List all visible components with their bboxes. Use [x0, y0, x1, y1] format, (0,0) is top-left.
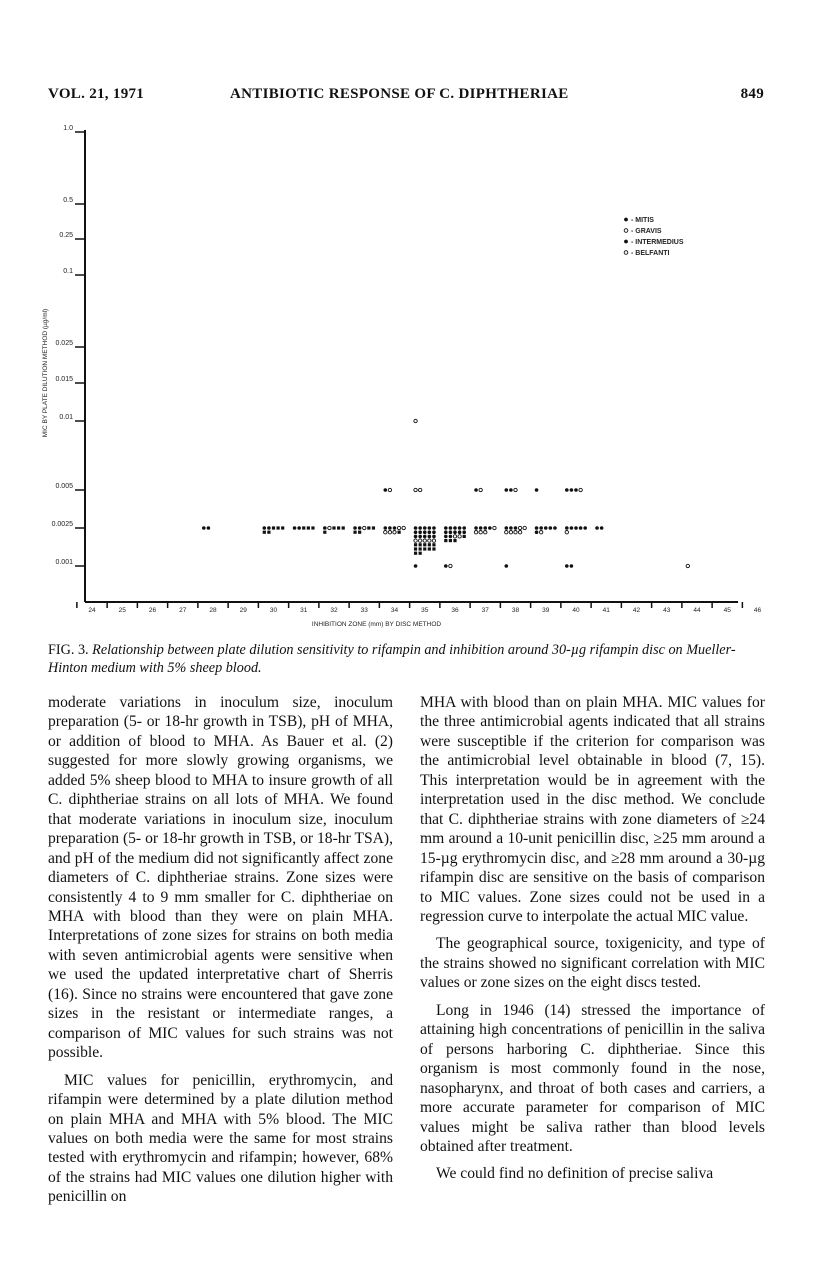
- data-point-mitis: [509, 488, 513, 492]
- data-point-gravis: [414, 488, 417, 491]
- y-tick-label: 0.01: [59, 414, 73, 421]
- x-tick-label: 32: [330, 607, 338, 614]
- running-title: ANTIBIOTIC RESPONSE OF C. DIPHTHERIAE: [230, 86, 569, 102]
- data-point-mitis: [432, 526, 436, 530]
- data-point-intermedius: [398, 531, 401, 534]
- data-point-mitis: [600, 526, 604, 530]
- data-point-mitis: [388, 526, 392, 530]
- data-point-mitis: [474, 526, 478, 530]
- data-point-mitis: [444, 530, 448, 534]
- data-point-mitis: [595, 526, 599, 530]
- data-point-gravis: [474, 531, 477, 534]
- data-point-intermedius: [358, 531, 361, 534]
- data-point-intermedius: [307, 526, 310, 529]
- data-point-mitis: [583, 526, 587, 530]
- data-point-mitis: [428, 535, 432, 539]
- data-point-mitis: [483, 526, 487, 530]
- data-point-gravis: [518, 531, 521, 534]
- x-tick-label: 40: [572, 607, 580, 614]
- data-point-gravis: [388, 488, 391, 491]
- data-point-mitis: [444, 526, 448, 530]
- legend-marker: [624, 218, 628, 222]
- data-point-mitis: [505, 526, 509, 530]
- figure-caption-text: Relationship between plate dilution sensitivity to rifampin and inhibition around 30-µg rifampin disc on Mueller-Hinton medium with 5% sheep blood.: [48, 642, 736, 676]
- y-tick-label: 0.015: [55, 376, 73, 383]
- x-tick-label: 38: [511, 607, 520, 614]
- data-point-gravis: [458, 535, 461, 538]
- data-point-mitis: [553, 526, 557, 530]
- data-point-mitis: [323, 526, 327, 530]
- data-point-gravis: [523, 526, 526, 529]
- data-point-gravis: [432, 539, 435, 542]
- data-point-gravis: [493, 526, 496, 529]
- data-point-mitis: [202, 526, 206, 530]
- data-point-mitis: [393, 526, 397, 530]
- y-tick-label: 0.025: [55, 340, 73, 347]
- data-point-mitis: [579, 526, 583, 530]
- data-point-gravis: [388, 531, 391, 534]
- body-paragraph: We could find no definition of precise saliva: [436, 1165, 714, 1183]
- legend-label: - MITIS: [631, 217, 654, 224]
- data-point-gravis: [539, 531, 542, 534]
- data-point-gravis: [514, 488, 517, 491]
- y-tick-label: 0.005: [55, 483, 73, 490]
- data-point-mitis: [509, 526, 513, 530]
- data-point-intermedius: [372, 526, 375, 529]
- x-tick-label: 41: [602, 607, 610, 614]
- data-point-gravis: [686, 564, 689, 567]
- data-point-mitis: [505, 488, 509, 492]
- data-point-mitis: [267, 526, 271, 530]
- data-point-gravis: [509, 531, 512, 534]
- data-point-intermedius: [332, 526, 335, 529]
- data-point-mitis: [414, 564, 418, 568]
- data-point-mitis: [449, 526, 453, 530]
- data-point-gravis: [479, 531, 482, 534]
- data-point-mitis: [418, 535, 422, 539]
- data-point-mitis: [479, 526, 483, 530]
- data-point-mitis: [570, 564, 574, 568]
- x-tick-label: 37: [481, 607, 489, 614]
- data-point-mitis: [358, 526, 362, 530]
- y-axis-label: MIC BY PLATE DILUTION METHOD (µg/ml): [42, 308, 49, 438]
- x-tick-label: 29: [239, 607, 247, 614]
- data-point-gravis: [505, 531, 508, 534]
- data-point-mitis: [565, 488, 569, 492]
- data-point-mitis: [565, 526, 569, 530]
- data-point-mitis: [428, 530, 432, 534]
- body-paragraph: The geographical source, toxigenicity, and type of the strains showed no significant correlation with MIC values or zone sizes on the eight discs tested.: [420, 935, 765, 992]
- data-point-mitis: [418, 526, 422, 530]
- x-tick-label: 27: [179, 607, 187, 614]
- x-tick-label: 42: [632, 607, 641, 614]
- data-point-intermedius: [337, 526, 340, 529]
- data-point-intermedius: [414, 552, 417, 555]
- y-tick-label: 0.1: [63, 268, 73, 275]
- data-point-mitis: [414, 526, 418, 530]
- data-point-intermedius: [423, 543, 426, 546]
- data-point-mitis: [458, 526, 462, 530]
- data-point-intermedius: [419, 543, 422, 546]
- data-point-gravis: [414, 539, 417, 542]
- body-paragraph: MIC values for penicillin, erythromycin, and rifampin were determined by a plate dilution method on plain MHA and MHA with 5% blood. The MIC values on both media were the same for most strains tested with erythromycin and rifampin; however, 68% of the strains had MIC values one dilution higher with penicillin on: [48, 1071, 393, 1206]
- y-tick-label: 0.001: [55, 559, 73, 566]
- data-point-mitis: [207, 526, 211, 530]
- data-point-intermedius: [432, 543, 435, 546]
- x-tick-label: 30: [269, 607, 278, 614]
- data-point-gravis: [579, 488, 582, 491]
- data-point-gravis: [393, 531, 396, 534]
- y-tick-label: 0.25: [59, 232, 73, 239]
- data-point-intermedius: [311, 526, 314, 529]
- body-left-column: [48, 693, 393, 1207]
- data-point-intermedius: [432, 547, 435, 550]
- data-point-mitis: [535, 488, 539, 492]
- x-tick-label: 39: [542, 607, 550, 614]
- data-point-gravis: [518, 526, 521, 529]
- y-tick-label: 0.0025: [51, 521, 73, 528]
- data-point-intermedius: [367, 526, 370, 529]
- x-tick-label: 28: [209, 607, 217, 614]
- data-point-gravis: [402, 526, 405, 529]
- data-point-gravis: [397, 526, 400, 529]
- data-point-mitis: [423, 530, 427, 534]
- data-point-gravis: [418, 488, 421, 491]
- data-point-gravis: [418, 539, 421, 542]
- data-point-gravis: [423, 539, 426, 542]
- legend-label: - BELFANTI: [631, 250, 670, 257]
- data-point-intermedius: [263, 531, 266, 534]
- data-point-mitis: [488, 526, 492, 530]
- data-point-gravis: [328, 526, 331, 529]
- data-point-mitis: [539, 526, 543, 530]
- x-tick-label: 33: [360, 607, 368, 614]
- data-point-mitis: [414, 535, 418, 539]
- x-tick-label: 45: [723, 607, 731, 614]
- y-tick-label: 1.0: [63, 125, 73, 132]
- body-right-column: [420, 693, 765, 1184]
- data-point-intermedius: [414, 543, 417, 546]
- data-point-gravis: [514, 531, 517, 534]
- data-point-mitis: [565, 564, 569, 568]
- page-header: [48, 86, 764, 110]
- data-point-intermedius: [463, 535, 466, 538]
- data-point-mitis: [544, 526, 548, 530]
- data-point-mitis: [574, 488, 578, 492]
- y-tick-label: 0.5: [63, 197, 73, 204]
- data-point-gravis: [565, 531, 568, 534]
- data-point-mitis: [423, 535, 427, 539]
- data-point-intermedius: [277, 526, 280, 529]
- data-point-intermedius: [414, 547, 417, 550]
- data-point-mitis: [418, 530, 422, 534]
- data-point-mitis: [444, 535, 448, 539]
- data-point-gravis: [479, 488, 482, 491]
- x-tick-label: 44: [693, 607, 701, 614]
- data-point-gravis: [484, 531, 487, 534]
- data-point-gravis: [363, 526, 366, 529]
- data-point-intermedius: [342, 526, 345, 529]
- data-point-intermedius: [428, 547, 431, 550]
- figure-3-scatter-plot: [30, 118, 770, 633]
- figure-caption: [48, 641, 764, 677]
- legend-label: - GRAVIS: [631, 228, 662, 235]
- data-point-mitis: [535, 530, 539, 534]
- data-point-intermedius: [272, 526, 275, 529]
- legend-marker: [624, 229, 628, 233]
- legend-marker: [624, 240, 628, 244]
- body-paragraph: Long in 1946 (14) stressed the importance of attaining high concentrations of penicillin in the saliva of persons harboring C. diphtheriae. Since this organism is most commonly found in the nose, nasopharynx, and throat of both cases and carriers, a more accurate parameter for comparison of MIC values might be saliva rather than blood levels obtained after treatment.: [420, 1001, 765, 1155]
- data-point-mitis: [428, 526, 432, 530]
- data-point-mitis: [453, 530, 457, 534]
- data-point-gravis: [453, 535, 456, 538]
- data-point-mitis: [353, 526, 357, 530]
- data-point-intermedius: [449, 539, 452, 542]
- data-point-mitis: [535, 526, 539, 530]
- data-point-intermedius: [453, 539, 456, 542]
- data-point-gravis: [414, 419, 417, 422]
- data-point-intermedius: [428, 543, 431, 546]
- data-point-mitis: [384, 526, 388, 530]
- data-point-mitis: [570, 488, 574, 492]
- data-point-mitis: [462, 526, 466, 530]
- x-tick-label: 43: [663, 607, 671, 614]
- data-point-mitis: [423, 526, 427, 530]
- body-paragraph: moderate variations in inoculum size, inoculum preparation (5- or 18-hr growth in TSB), pH of MHA, or addition of blood to MHA. As Bauer et al. (2) suggested for more slowly growing organisms, we added 5% sheep blood to MHA to insure growth of all C. diphtheriae strains on all lots of MHA. We found that moderate variations in inoculum size, inoculum preparation (5- or 18-hr growth in TSB, or 18-hr TSA), and pH of the medium did not significantly affect zone diameters of C. diphtheriae strains. Zone sizes were consistently 4 to 9 mm smaller for C. diphtheriae on MHA with blood than they were on plain MHA. Interpretations of zone sizes for strains on both media with seven antimicrobial agents were sensitive when we used the updated interpretative chart of Sherris (16). Since no strains were encountered that gave zone sizes in the resistant or intermediate ranges, a comparison of MIC values for such strains was not possible.: [48, 694, 393, 1062]
- data-point-gravis: [384, 531, 387, 534]
- data-point-gravis: [428, 539, 431, 542]
- data-point-mitis: [570, 526, 574, 530]
- journal-volume: VOL. 21, 1971: [48, 86, 145, 102]
- legend-label: - INTERMEDIUS: [631, 239, 684, 246]
- data-point-mitis: [449, 530, 453, 534]
- x-tick-label: 24: [88, 607, 96, 614]
- data-point-mitis: [432, 530, 436, 534]
- data-point-mitis: [505, 564, 509, 568]
- data-point-mitis: [263, 526, 267, 530]
- data-point-mitis: [462, 530, 466, 534]
- data-point-gravis: [449, 564, 452, 567]
- data-point-intermedius: [323, 531, 326, 534]
- x-tick-label: 26: [148, 607, 157, 614]
- x-tick-label: 35: [421, 607, 429, 614]
- x-tick-label: 34: [390, 607, 399, 614]
- data-point-intermedius: [353, 531, 356, 534]
- data-point-mitis: [432, 535, 436, 539]
- data-point-mitis: [449, 535, 453, 539]
- data-point-intermedius: [444, 539, 447, 542]
- data-point-intermedius: [423, 547, 426, 550]
- figure-label: FIG. 3.: [48, 642, 89, 658]
- legend-marker: [624, 251, 628, 255]
- data-point-mitis: [474, 488, 478, 492]
- data-point-intermedius: [419, 547, 422, 550]
- data-point-mitis: [453, 526, 457, 530]
- page-number: 849: [740, 86, 764, 102]
- body-paragraph: MHA with blood than on plain MHA. MIC values for the three antimicrobial agents indicated that all strains were susceptible if the criterion for comparison was the antimicrobial level obtainable in blood (7, 15). This interpretation would be in agreement with the interpretation used in the disc method. We conclude that C. diphtheriae strains with zone diameters of ≥24 mm around a 10-unit penicillin disc, ≥25 mm around a 15-µg erythromycin disc, and ≥28 mm around a 30-µg rifampin disc are sensitive on the basis of comparison to MIC values. Zone sizes could not be used in a regression curve to interpolate the actual MIC value.: [420, 694, 765, 925]
- data-point-mitis: [514, 526, 518, 530]
- data-point-mitis: [458, 530, 462, 534]
- data-point-mitis: [297, 526, 301, 530]
- data-point-intermedius: [281, 526, 284, 529]
- data-point-mitis: [293, 526, 297, 530]
- data-point-intermedius: [419, 552, 422, 555]
- x-tick-label: 31: [300, 607, 308, 614]
- data-point-mitis: [384, 488, 388, 492]
- chart-svg: [30, 118, 770, 633]
- x-tick-label: 46: [753, 607, 762, 614]
- x-axis-label: INHIBITION ZONE (mm) BY DISC METHOD: [311, 621, 442, 628]
- x-tick-label: 25: [118, 607, 126, 614]
- data-point-mitis: [414, 530, 418, 534]
- data-point-intermedius: [302, 526, 305, 529]
- data-point-mitis: [574, 526, 578, 530]
- x-tick-label: 36: [451, 607, 459, 614]
- data-point-mitis: [444, 564, 448, 568]
- data-point-intermedius: [267, 531, 270, 534]
- data-point-mitis: [549, 526, 553, 530]
